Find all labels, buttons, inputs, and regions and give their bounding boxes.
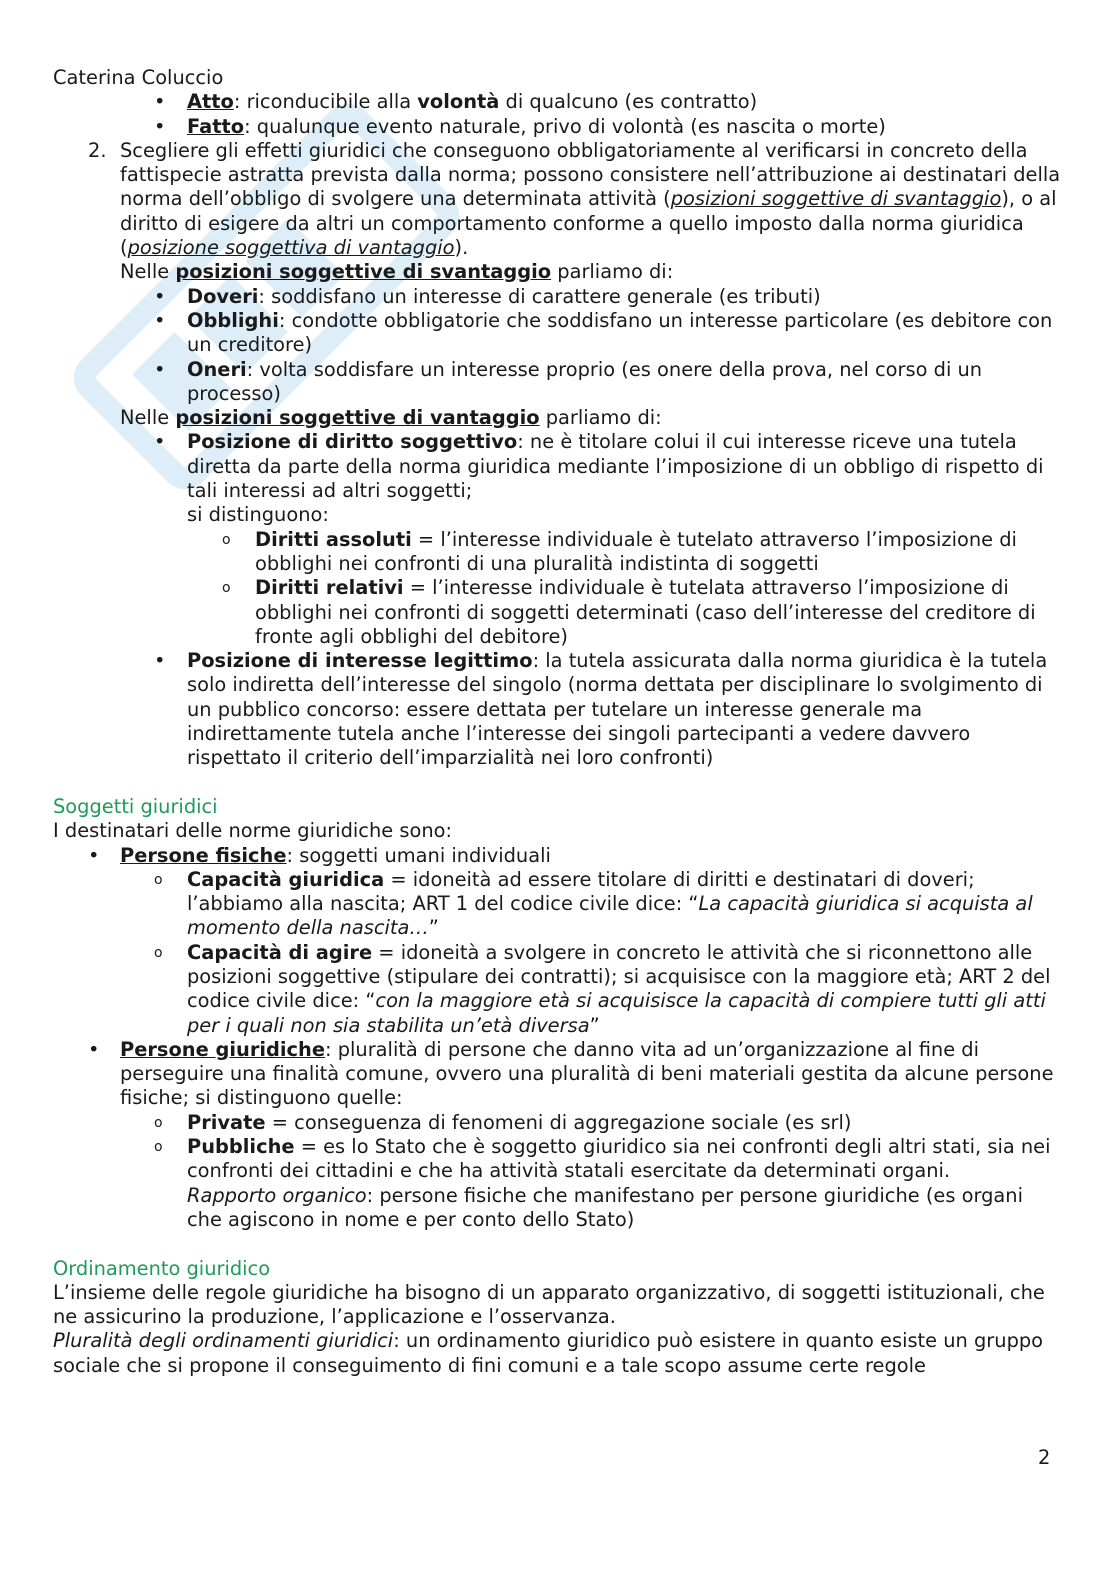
list-item-fatto: • Fatto: qualunque evento naturale, privo di volontà (es nascita o morte) [154, 114, 886, 138]
bullet-marker: • [154, 114, 166, 138]
list-item-interesse-legittimo: • Posizione di interesse legittimo: la tutela assicurata dalla norma giuridica è la tutela solo indiretta dell’interesse del singolo (norma dettata per disciplinare lo svolgimento di un pubblico concorso: essere dettata per tutelare un interesse generale ma indirettamente tutela anche l’interesse dei singoli partecipanti a vedere davvero rispettato il criterio dell’imparzialità nei loro confronti) [154, 649, 1048, 770]
svantaggio-intro: Nelle posizioni soggettive di svantaggio parliamo di: [120, 260, 674, 284]
list-item-oneri: • Oneri: volta soddisfare un interesse proprio (es onere della prova, nel corso di un processo) [154, 357, 983, 405]
document-body [53, 66, 1063, 1378]
bullet-marker: • [88, 843, 100, 867]
list-item-atto: • Atto: riconducibile alla volontà di qualcuno (es contratto) [154, 90, 758, 114]
list-item-doveri: • Doveri: soddisfano un interesse di carattere generale (es tributi) [154, 284, 821, 308]
bullet-marker: • [154, 430, 166, 454]
ordinamento-paragraph-2: Pluralità degli ordinamenti giuridici: un ordinamento giuridico può esistere in quanto esiste un gruppo sociale che si propone il conseguimento di fini comuni e a tale scopo assume certe regole [53, 1329, 1044, 1377]
soggetti-intro: I destinatari delle norme giuridiche sono: [53, 819, 453, 843]
circle-marker: o [154, 944, 163, 961]
section-title-ordinamento: Ordinamento giuridico [53, 1256, 271, 1280]
vantaggio-intro: Nelle posizioni soggettive di vantaggio parliamo di: [120, 406, 662, 430]
circle-marker: o [222, 580, 231, 597]
circle-marker: o [154, 871, 163, 888]
ordinamento-paragraph-1: L’insieme delle regole giuridiche ha bisogno di un apparato organizzativo, di soggetti istituzionali, che ne assicurino la produzione, l’applicazione e l’osservanza. [53, 1280, 1045, 1329]
author-name: Caterina Coluccio [53, 66, 224, 89]
circle-marker: o [154, 1139, 163, 1156]
section-title-soggetti: Soggetti giuridici [53, 794, 218, 818]
list-item-capacita-giuridica: o Capacità giuridica = idoneità ad essere titolare di diritti e destinatari di doveri; l’abbiamo alla nascita; ART 1 del codice civile dice: “La capacità giuridica si acquista al momento della nascita…” [154, 867, 1033, 940]
list-item-private: o Private = conseguenza di fenomeni di aggregazione sociale (es srl) [154, 1110, 852, 1134]
rapporto-organico: Rapporto organico: persone fisiche che manifestano per persone giuridiche (es organi che agiscono in nome e per conto dello Stato) [187, 1183, 1023, 1231]
circle-marker: o [154, 1114, 163, 1131]
bullet-marker: • [154, 649, 166, 673]
si-distinguono: si distinguono: [187, 503, 329, 527]
list-item-capacita-agire: o Capacità di agire = idoneità a svolgere in concreto le attività che si riconnettono alle posizioni soggettive (stipulare dei contratti); si acquisisce con la maggiore età; ART 2 del codice civile dice: “con la maggiore età si acquisisce la capacità di compiere tutti gli atti per i quali non sia stabilita un’età diversa” [154, 940, 1051, 1037]
list-item-diritti-relativi: o Diritti relativi = l’interesse individuale è tutelata attraverso l’imposizione di obblighi nei confronti di soggetti determinati (caso dell’interesse del creditore di fronte agli obblighi del debitore) [222, 576, 1036, 648]
bullet-marker: • [88, 1037, 100, 1061]
list-item-persone-giuridiche: • Persone giuridiche: pluralità di persone che danno vita ad un’organizzazione al fine di perseguire una finalità comune, ovvero una pluralità di beni materiali gestita da alcune persone fisiche; si distinguono quelle: [88, 1037, 1054, 1110]
spacer [53, 771, 1063, 795]
bullet-marker: • [154, 284, 166, 308]
list-item-obblighi: • Obblighi: condotte obbligatorie che soddisfano un interesse particolare (es debitore con un creditore) [154, 308, 1053, 357]
list-item-pubbliche: o Pubbliche = es lo Stato che è soggetto giuridico sia nei confronti degli altri stati, sia nei confronti dei cittadini e che ha attività statali esercitate da determinati organi. [154, 1135, 1051, 1183]
circle-marker: o [222, 531, 231, 548]
list-item-diritto-soggettivo: • Posizione di diritto soggettivo: ne è titolare colui il cui interesse riceve una tutela diretta da parte della norma giuridica mediante l’imposizione di un obbligo di rispetto di tali interessi ad altri soggetti; [154, 430, 1044, 503]
bullet-marker: • [154, 90, 166, 114]
bullet-marker: • [154, 308, 166, 332]
list-item-persone-fisiche: • Persone fisiche: soggetti umani individuali [88, 843, 551, 867]
page-number: 2 [1038, 1446, 1051, 1469]
spacer [53, 1232, 1063, 1256]
bullet-marker: • [154, 357, 166, 381]
number-marker: 2. [88, 138, 107, 162]
list-item-diritti-assoluti: o Diritti assoluti = l’interesse individuale è tutelato attraverso l’imposizione di obblighi nei confronti di una pluralità indistinta di soggetti [222, 527, 1017, 575]
numbered-item-2: 2. Scegliere gli effetti giuridici che conseguono obbligatoriamente al verificarsi in concreto della fattispecie astratta prevista dalla norma; possono consistere nell’attribuzione ai destinatari della norma dell’obbligo di svolgere una determinata attività (posizioni soggettive di svantaggio), o al diritto di esigere da altri un comportamento conforme a quello imposto dalla norma giuridica (posizione soggettiva di vantaggio). [88, 138, 1061, 260]
